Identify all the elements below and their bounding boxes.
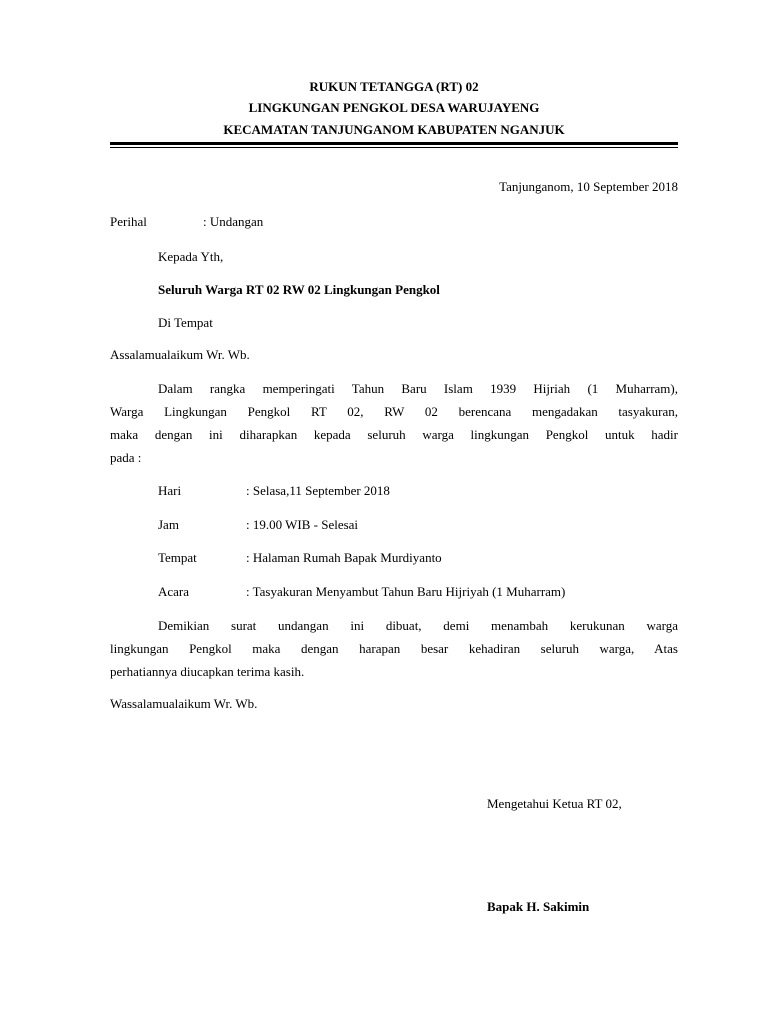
detail-label-tempat: Tempat xyxy=(158,550,197,565)
letterhead-line-3: KECAMATAN TANJUNGANOM KABUPATEN NGANJUK xyxy=(223,122,565,137)
perihal-value: : Undangan xyxy=(203,214,264,229)
letterhead-line-2: LINGKUNGAN PENGKOL DESA WARUJAYENG xyxy=(248,100,540,115)
signature-title: Mengetahui Ketua RT 02, xyxy=(487,796,622,811)
recipient-location: Di Tempat xyxy=(158,315,213,330)
detail-value-hari: : Selasa,11 September 2018 xyxy=(246,483,390,498)
signature-name: Bapak H. Sakimin xyxy=(487,899,590,914)
recipient-greeting: Kepada Yth, xyxy=(158,249,224,264)
body-paragraph-line: Dalam rangka memperingati Tahun Baru Islam 1939 Hijriah (1 Muharram), xyxy=(158,381,678,396)
detail-label-hari: Hari xyxy=(158,483,182,498)
recipient-name: Seluruh Warga RT 02 RW 02 Lingkungan Pengkol xyxy=(158,282,440,297)
letterhead-line-1: RUKUN TETANGGA (RT) 02 xyxy=(309,79,479,94)
closing-paragraph-line: perhatiannya diucapkan terima kasih. xyxy=(110,664,305,679)
detail-value-jam: : 19.00 WIB - Selesai xyxy=(246,517,359,532)
closing-paragraph-line: Demikian surat undangan ini dibuat, demi menambah kerukunan warga xyxy=(158,618,678,633)
letterhead-divider-thick xyxy=(110,142,678,145)
body-paragraph-line: Warga Lingkungan Pengkol RT 02, RW 02 berencana mengadakan tasyakuran, xyxy=(110,404,678,419)
detail-label-jam: Jam xyxy=(158,517,179,532)
body-paragraph-line: maka dengan ini diharapkan kepada seluruh warga lingkungan Pengkol untuk hadir xyxy=(110,427,678,442)
detail-value-acara: : Tasyakuran Menyambut Tahun Baru Hijriyah (1 Muharram) xyxy=(246,584,566,599)
closing-paragraph-line: lingkungan Pengkol maka dengan harapan besar kehadiran seluruh warga, Atas xyxy=(110,641,678,656)
closing-greeting: Wassalamualaikum Wr. Wb. xyxy=(110,696,258,711)
perihal-label: Perihal xyxy=(110,214,147,229)
detail-label-acara: Acara xyxy=(158,584,190,599)
opening-greeting: Assalamualaikum Wr. Wb. xyxy=(110,347,250,362)
detail-value-tempat: : Halaman Rumah Bapak Murdiyanto xyxy=(246,550,442,565)
body-paragraph-line: pada : xyxy=(110,450,142,465)
letterhead-divider-thin xyxy=(110,147,678,148)
place-date: Tanjunganom, 10 September 2018 xyxy=(499,179,678,194)
